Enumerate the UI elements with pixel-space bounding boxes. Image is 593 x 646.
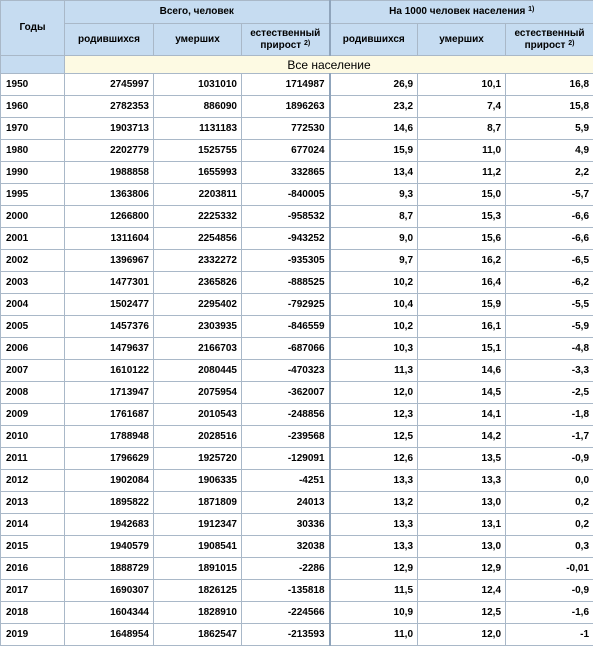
births-cell: 1895822 [65, 492, 154, 514]
year-cell: 2013 [1, 492, 65, 514]
growth-cell: -239568 [242, 426, 330, 448]
births-cell: 1648954 [65, 624, 154, 646]
deaths-cell: 1912347 [154, 514, 242, 536]
table-row [1, 624, 593, 646]
births-rate-cell: 12,3 [330, 404, 418, 426]
births-rate-cell: 12,5 [330, 426, 418, 448]
growth-cell: -4251 [242, 470, 330, 492]
deaths-cell: 886090 [154, 96, 242, 118]
section-label: Все население [65, 56, 593, 74]
year-cell: 2000 [1, 206, 65, 228]
births-cell: 1311604 [65, 228, 154, 250]
table-row [1, 118, 593, 140]
table-row [1, 360, 593, 382]
table-row [1, 162, 593, 184]
deaths-rate-cell: 15,1 [418, 338, 506, 360]
deaths-cell: 1828910 [154, 602, 242, 624]
growth-rate-cell: -4,8 [506, 338, 593, 360]
growth-cell: -470323 [242, 360, 330, 382]
deaths-rate-cell: 12,4 [418, 580, 506, 602]
growth-cell: 24013 [242, 492, 330, 514]
growth-cell: -935305 [242, 250, 330, 272]
deaths-cell: 2080445 [154, 360, 242, 382]
table-row [1, 492, 593, 514]
growth-rate-cell: 0,2 [506, 514, 593, 536]
deaths-cell: 2028516 [154, 426, 242, 448]
births-rate-cell: 15,9 [330, 140, 418, 162]
year-cell: 2016 [1, 558, 65, 580]
table-row [1, 316, 593, 338]
births-cell: 1713947 [65, 382, 154, 404]
growth-cell: -840005 [242, 184, 330, 206]
growth-cell: -129091 [242, 448, 330, 470]
growth-rate-cell: -0,01 [506, 558, 593, 580]
table-row [1, 184, 593, 206]
year-cell: 2009 [1, 404, 65, 426]
table-row [1, 404, 593, 426]
deaths-cell: 1925720 [154, 448, 242, 470]
births-rate-cell: 9,3 [330, 184, 418, 206]
header-natural-growth-rate-footnote: 2) [568, 40, 574, 47]
table-row [1, 96, 593, 118]
births-cell: 1266800 [65, 206, 154, 228]
births-rate-cell: 12,9 [330, 558, 418, 580]
deaths-cell: 1826125 [154, 580, 242, 602]
table-row [1, 558, 593, 580]
header-per1000-footnote: 1) [528, 6, 534, 13]
births-rate-cell: 23,2 [330, 96, 418, 118]
growth-cell: 32038 [242, 536, 330, 558]
deaths-rate-cell: 10,1 [418, 74, 506, 96]
growth-cell: 332865 [242, 162, 330, 184]
year-cell: 1990 [1, 162, 65, 184]
births-cell: 2745997 [65, 74, 154, 96]
table-row [1, 338, 593, 360]
year-cell: 2012 [1, 470, 65, 492]
table-row [1, 206, 593, 228]
growth-rate-cell: -6,6 [506, 206, 593, 228]
growth-cell: 677024 [242, 140, 330, 162]
year-cell: 2008 [1, 382, 65, 404]
header-years: Годы [1, 1, 65, 56]
table-row [1, 536, 593, 558]
year-cell: 2006 [1, 338, 65, 360]
births-rate-cell: 12,0 [330, 382, 418, 404]
births-rate-cell: 13,4 [330, 162, 418, 184]
year-cell: 2010 [1, 426, 65, 448]
table-row [1, 382, 593, 404]
births-cell: 1690307 [65, 580, 154, 602]
table-row [1, 272, 593, 294]
births-rate-cell: 13,3 [330, 514, 418, 536]
births-cell: 1502477 [65, 294, 154, 316]
header-per1000-label: На 1000 человек населения [389, 6, 525, 17]
deaths-cell: 1655993 [154, 162, 242, 184]
growth-rate-cell: -0,9 [506, 580, 593, 602]
births-rate-cell: 9,0 [330, 228, 418, 250]
growth-cell: -943252 [242, 228, 330, 250]
births-cell: 1396967 [65, 250, 154, 272]
header-births-rate: родившихся [330, 24, 418, 56]
header-natural-growth-label: естественный прирост [250, 28, 320, 51]
year-cell: 2005 [1, 316, 65, 338]
births-cell: 1940579 [65, 536, 154, 558]
births-cell: 1903713 [65, 118, 154, 140]
deaths-cell: 1891015 [154, 558, 242, 580]
deaths-cell: 2332272 [154, 250, 242, 272]
header-total-group [65, 1, 330, 24]
growth-rate-cell: -5,5 [506, 294, 593, 316]
deaths-cell: 2254856 [154, 228, 242, 250]
deaths-rate-cell: 14,1 [418, 404, 506, 426]
year-cell: 2003 [1, 272, 65, 294]
births-cell: 1477301 [65, 272, 154, 294]
growth-rate-cell: -3,3 [506, 360, 593, 382]
year-cell: 2018 [1, 602, 65, 624]
section-row [1, 56, 593, 74]
deaths-rate-cell: 11,2 [418, 162, 506, 184]
births-cell: 1610122 [65, 360, 154, 382]
deaths-cell: 1131183 [154, 118, 242, 140]
growth-rate-cell: -6,2 [506, 272, 593, 294]
table-row [1, 470, 593, 492]
growth-cell: 1896263 [242, 96, 330, 118]
births-rate-cell: 10,2 [330, 316, 418, 338]
deaths-rate-cell: 16,2 [418, 250, 506, 272]
deaths-cell: 1906335 [154, 470, 242, 492]
year-cell: 1950 [1, 74, 65, 96]
growth-cell: -792925 [242, 294, 330, 316]
table-row [1, 580, 593, 602]
growth-rate-cell: -0,9 [506, 448, 593, 470]
births-cell: 1942683 [65, 514, 154, 536]
growth-rate-cell: -6,5 [506, 250, 593, 272]
header-natural-growth-footnote: 2) [304, 40, 310, 47]
growth-rate-cell: 4,9 [506, 140, 593, 162]
growth-cell: 30336 [242, 514, 330, 536]
growth-rate-cell: -5,9 [506, 316, 593, 338]
growth-cell: -248856 [242, 404, 330, 426]
year-cell: 2001 [1, 228, 65, 250]
growth-cell: -687066 [242, 338, 330, 360]
growth-cell: -846559 [242, 316, 330, 338]
header-natural-growth-rate [506, 24, 593, 56]
year-cell: 2015 [1, 536, 65, 558]
deaths-cell: 2365826 [154, 272, 242, 294]
deaths-cell: 2303935 [154, 316, 242, 338]
year-cell: 1995 [1, 184, 65, 206]
growth-cell: 1714987 [242, 74, 330, 96]
deaths-rate-cell: 7,4 [418, 96, 506, 118]
growth-cell: -213593 [242, 624, 330, 646]
growth-rate-cell: 2,2 [506, 162, 593, 184]
growth-rate-cell: 0,2 [506, 492, 593, 514]
deaths-rate-cell: 12,5 [418, 602, 506, 624]
header-deaths: умерших [154, 24, 242, 56]
year-cell: 1960 [1, 96, 65, 118]
header-per1000-group [330, 1, 593, 24]
growth-rate-cell: -2,5 [506, 382, 593, 404]
year-cell: 2007 [1, 360, 65, 382]
deaths-rate-cell: 11,0 [418, 140, 506, 162]
growth-rate-cell: -1,8 [506, 404, 593, 426]
births-rate-cell: 13,3 [330, 536, 418, 558]
deaths-rate-cell: 16,1 [418, 316, 506, 338]
growth-rate-cell: 16,8 [506, 74, 593, 96]
growth-cell: 772530 [242, 118, 330, 140]
births-rate-cell: 11,0 [330, 624, 418, 646]
births-cell: 1761687 [65, 404, 154, 426]
table-row [1, 140, 593, 162]
year-cell: 2014 [1, 514, 65, 536]
deaths-rate-cell: 13,3 [418, 470, 506, 492]
header-natural-growth [242, 24, 330, 56]
deaths-rate-cell: 15,6 [418, 228, 506, 250]
births-cell: 1604344 [65, 602, 154, 624]
growth-rate-cell: 0,0 [506, 470, 593, 492]
births-cell: 1902084 [65, 470, 154, 492]
year-cell: 2011 [1, 448, 65, 470]
deaths-rate-cell: 15,0 [418, 184, 506, 206]
births-cell: 1457376 [65, 316, 154, 338]
births-rate-cell: 14,6 [330, 118, 418, 140]
table-row [1, 602, 593, 624]
table-row [1, 74, 593, 96]
deaths-rate-cell: 15,9 [418, 294, 506, 316]
births-rate-cell: 10,3 [330, 338, 418, 360]
births-rate-cell: 8,7 [330, 206, 418, 228]
deaths-cell: 2203811 [154, 184, 242, 206]
births-rate-cell: 10,2 [330, 272, 418, 294]
growth-rate-cell: -1,6 [506, 602, 593, 624]
deaths-rate-cell: 14,2 [418, 426, 506, 448]
growth-rate-cell: -1 [506, 624, 593, 646]
deaths-rate-cell: 12,9 [418, 558, 506, 580]
deaths-rate-cell: 15,3 [418, 206, 506, 228]
growth-rate-cell: 5,9 [506, 118, 593, 140]
year-cell: 2004 [1, 294, 65, 316]
table-row [1, 294, 593, 316]
births-rate-cell: 10,4 [330, 294, 418, 316]
header-deaths-rate: умерших [418, 24, 506, 56]
births-rate-cell: 13,2 [330, 492, 418, 514]
year-cell: 1980 [1, 140, 65, 162]
births-cell: 1788948 [65, 426, 154, 448]
year-cell: 2002 [1, 250, 65, 272]
deaths-cell: 1862547 [154, 624, 242, 646]
table-row [1, 426, 593, 448]
table-body [1, 74, 593, 646]
births-cell: 1988858 [65, 162, 154, 184]
deaths-cell: 1908541 [154, 536, 242, 558]
deaths-rate-cell: 14,6 [418, 360, 506, 382]
deaths-rate-cell: 14,5 [418, 382, 506, 404]
deaths-rate-cell: 13,0 [418, 536, 506, 558]
growth-cell: -888525 [242, 272, 330, 294]
header-total-group-label: Всего, человек [160, 6, 234, 17]
deaths-rate-cell: 13,0 [418, 492, 506, 514]
year-cell: 2017 [1, 580, 65, 602]
table-row [1, 514, 593, 536]
deaths-cell: 1031010 [154, 74, 242, 96]
header-natural-growth-rate-label: естественный прирост [514, 28, 584, 51]
births-rate-cell: 10,9 [330, 602, 418, 624]
growth-rate-cell: -6,6 [506, 228, 593, 250]
deaths-cell: 2225332 [154, 206, 242, 228]
deaths-cell: 2166703 [154, 338, 242, 360]
growth-cell: -958532 [242, 206, 330, 228]
header-births: родившихся [65, 24, 154, 56]
growth-cell: -224566 [242, 602, 330, 624]
growth-cell: -135818 [242, 580, 330, 602]
section-blank-cell [1, 56, 65, 74]
deaths-rate-cell: 13,5 [418, 448, 506, 470]
births-cell: 2782353 [65, 96, 154, 118]
deaths-cell: 2010543 [154, 404, 242, 426]
deaths-cell: 2295402 [154, 294, 242, 316]
growth-cell: -362007 [242, 382, 330, 404]
births-rate-cell: 11,5 [330, 580, 418, 602]
growth-rate-cell: 0,3 [506, 536, 593, 558]
births-cell: 2202779 [65, 140, 154, 162]
table-row [1, 448, 593, 470]
births-cell: 1796629 [65, 448, 154, 470]
births-rate-cell: 11,3 [330, 360, 418, 382]
deaths-cell: 1871809 [154, 492, 242, 514]
growth-cell: -2286 [242, 558, 330, 580]
births-rate-cell: 13,3 [330, 470, 418, 492]
growth-rate-cell: 15,8 [506, 96, 593, 118]
table-header [1, 1, 593, 56]
births-rate-cell: 26,9 [330, 74, 418, 96]
deaths-rate-cell: 12,0 [418, 624, 506, 646]
growth-rate-cell: -5,7 [506, 184, 593, 206]
table-row [1, 228, 593, 250]
births-cell: 1479637 [65, 338, 154, 360]
deaths-cell: 2075954 [154, 382, 242, 404]
births-rate-cell: 9,7 [330, 250, 418, 272]
deaths-rate-cell: 8,7 [418, 118, 506, 140]
growth-rate-cell: -1,7 [506, 426, 593, 448]
births-rate-cell: 12,6 [330, 448, 418, 470]
table-row [1, 250, 593, 272]
deaths-rate-cell: 13,1 [418, 514, 506, 536]
year-cell: 1970 [1, 118, 65, 140]
deaths-cell: 1525755 [154, 140, 242, 162]
births-cell: 1363806 [65, 184, 154, 206]
births-cell: 1888729 [65, 558, 154, 580]
deaths-rate-cell: 16,4 [418, 272, 506, 294]
year-cell: 2019 [1, 624, 65, 646]
